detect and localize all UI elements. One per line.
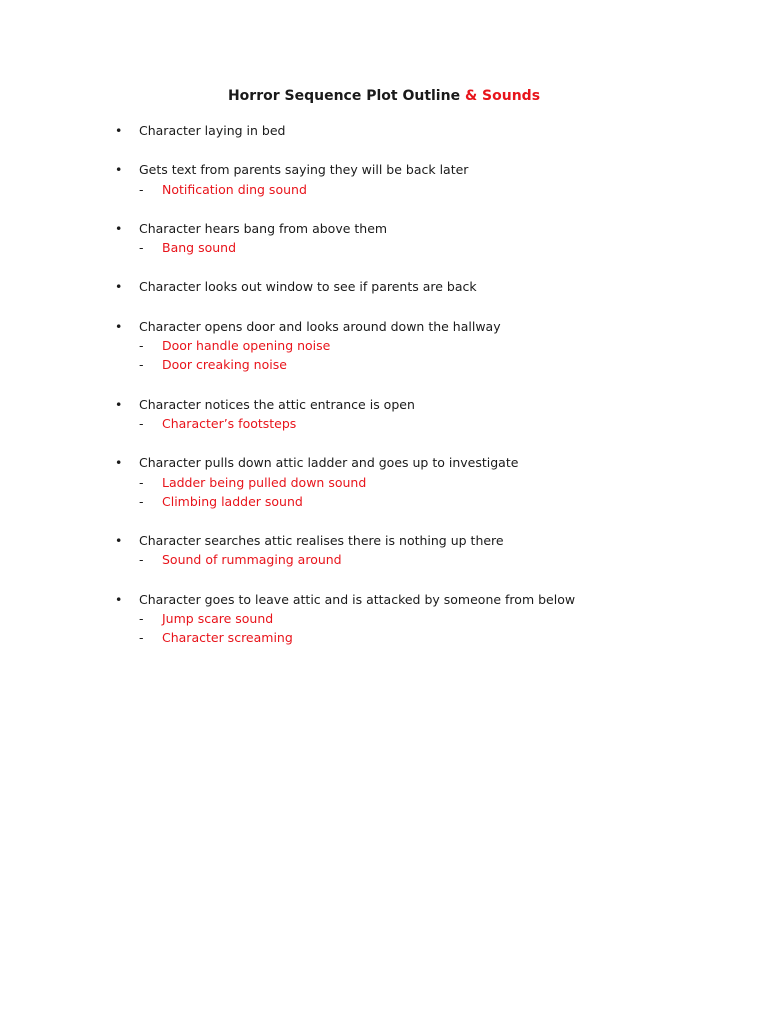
plot-point bbox=[0, 395, 768, 414]
plot-point-text: Character notices the attic entrance is open bbox=[139, 396, 415, 412]
plot-point-text: Gets text from parents saying they will be back later bbox=[139, 162, 469, 178]
plot-point bbox=[0, 277, 768, 296]
sound-item bbox=[0, 609, 768, 628]
title-main: Horror Sequence Plot Outline bbox=[227, 88, 461, 104]
sound-item bbox=[0, 492, 768, 511]
sound-item bbox=[0, 238, 768, 257]
sound-text: Character’s footsteps bbox=[162, 415, 297, 431]
sound-text: Ladder being pulled down sound bbox=[162, 474, 367, 490]
bullet-icon: • bbox=[115, 591, 123, 607]
sound-item bbox=[0, 355, 768, 374]
bullet-icon: • bbox=[115, 455, 123, 471]
bullet-icon: • bbox=[115, 162, 123, 178]
sound-text: Bang sound bbox=[162, 240, 237, 256]
bullet-icon: • bbox=[115, 279, 123, 295]
page-title bbox=[0, 88, 768, 104]
plot-point-text: Character pulls down attic ladder and goes up to investigate bbox=[139, 455, 519, 471]
outline-item bbox=[0, 121, 768, 140]
sound-text: Door creaking noise bbox=[162, 357, 287, 373]
plot-point-text: Character laying in bed bbox=[139, 123, 286, 138]
sound-item bbox=[0, 414, 768, 433]
plot-outline-list bbox=[0, 121, 768, 668]
outline-item bbox=[0, 277, 768, 296]
sound-text: Sound of rummaging around bbox=[162, 552, 342, 568]
dash-marker: - bbox=[139, 630, 144, 646]
sound-item bbox=[0, 628, 768, 647]
plot-point bbox=[0, 317, 768, 336]
outline-item bbox=[0, 453, 768, 511]
sound-text: Jump scare sound bbox=[162, 611, 274, 627]
bullet-icon: • bbox=[115, 396, 123, 412]
outline-item bbox=[0, 317, 768, 375]
sound-item bbox=[0, 550, 768, 569]
sound-text: Notification ding sound bbox=[162, 181, 307, 197]
dash-marker: - bbox=[139, 552, 144, 568]
dash-marker: - bbox=[139, 240, 144, 256]
plot-point bbox=[0, 590, 768, 609]
plot-point bbox=[0, 531, 768, 550]
dash-marker: - bbox=[139, 611, 144, 627]
bullet-icon: • bbox=[115, 533, 123, 549]
plot-point bbox=[0, 121, 768, 140]
sound-text: Character screaming bbox=[162, 630, 293, 646]
bullet-icon: • bbox=[115, 220, 123, 236]
plot-point bbox=[0, 219, 768, 238]
plot-point-text: Character goes to leave attic and is attacked by someone from below bbox=[139, 591, 576, 607]
plot-point bbox=[0, 453, 768, 472]
outline-item bbox=[0, 395, 768, 434]
bullet-icon: • bbox=[115, 123, 123, 138]
plot-point-text: Character looks out window to see if parents are back bbox=[139, 279, 477, 295]
sound-text: Climbing ladder sound bbox=[162, 493, 303, 509]
sound-text: Door handle opening noise bbox=[162, 338, 331, 354]
dash-marker: - bbox=[139, 415, 144, 431]
outline-item bbox=[0, 160, 768, 199]
plot-point-text: Character opens door and looks around down the hallway bbox=[139, 318, 501, 334]
dash-marker: - bbox=[139, 357, 144, 373]
plot-point-text: Character hears bang from above them bbox=[139, 220, 388, 236]
plot-point bbox=[0, 160, 768, 179]
sound-item bbox=[0, 473, 768, 492]
plot-point-text: Character searches attic realises there is nothing up there bbox=[139, 533, 504, 549]
sound-item bbox=[0, 336, 768, 355]
bullet-icon: • bbox=[115, 318, 123, 334]
dash-marker: - bbox=[139, 338, 144, 354]
dash-marker: - bbox=[139, 474, 144, 490]
dash-marker: - bbox=[139, 181, 144, 197]
title-accent: & Sounds bbox=[464, 88, 541, 104]
sound-item bbox=[0, 180, 768, 199]
dash-marker: - bbox=[139, 493, 144, 509]
outline-item bbox=[0, 590, 768, 648]
outline-item bbox=[0, 531, 768, 570]
outline-item bbox=[0, 219, 768, 258]
